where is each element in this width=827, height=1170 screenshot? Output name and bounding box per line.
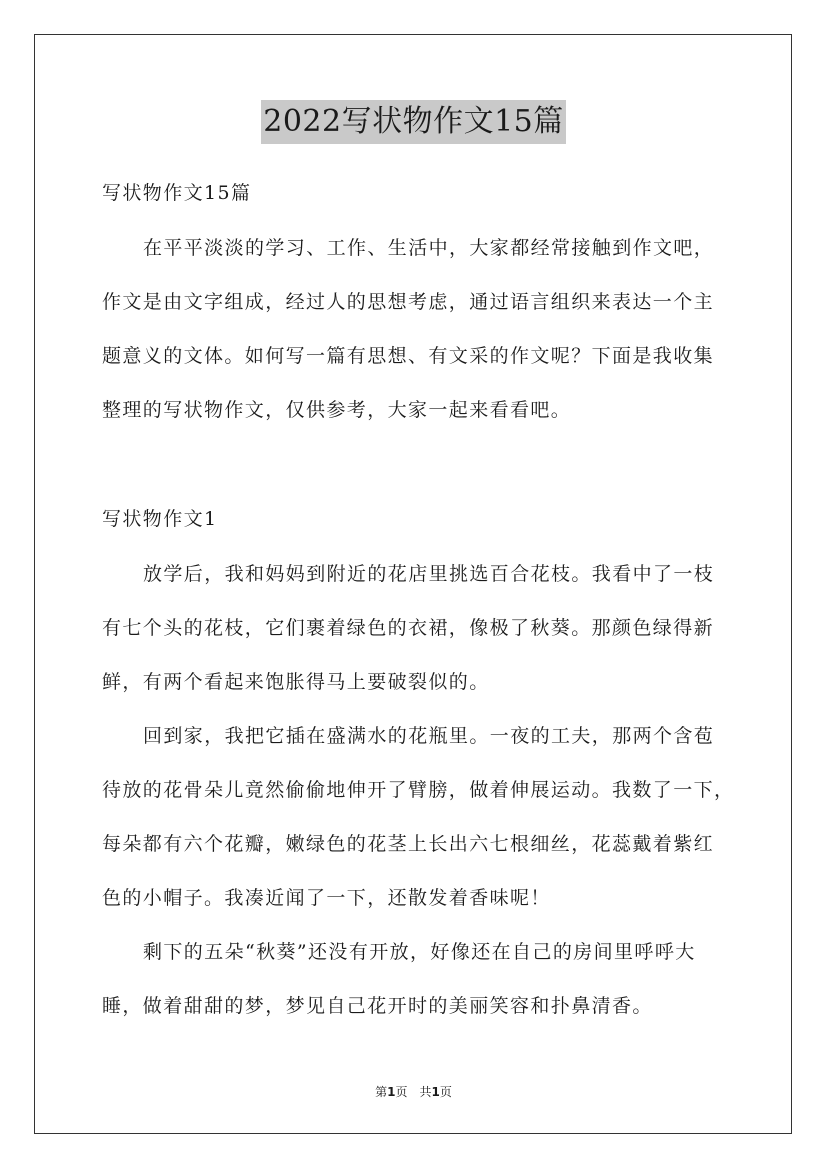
document-title: 2022写状物作文15篇: [261, 100, 566, 144]
paragraph-line: 每朵都有六个花瓣，嫩绿色的花茎上长出六七根细丝，花蕊戴着紫红: [102, 833, 715, 855]
title-wrap: [0, 100, 827, 144]
paragraph-line: 放学后，我和妈妈到附近的花店里挑选百合花枝。我看中了一枝: [143, 563, 715, 585]
paragraph-line: 有七个头的花枝，它们裹着绿色的衣裙，像极了秋葵。那颜色绿得新: [102, 617, 715, 639]
footer-page-total: 1: [431, 1085, 440, 1099]
paragraph-line: 剩下的五朵“秋葵”还没有开放，好像还在自己的房间里呼呼大: [143, 941, 696, 963]
paragraph-line: 待放的花骨朵儿竟然偷偷地伸开了臂膀，做着伸展运动。我数了一下，: [102, 779, 735, 801]
paragraph-line: 作文是由文字组成，经过人的思想考虑，通过语言组织来表达一个主: [102, 291, 715, 313]
subheading: 写状物作文15篇: [102, 182, 252, 204]
paragraph-line: 在平平淡淡的学习、工作、生活中，大家都经常接触到作文吧，: [143, 237, 715, 259]
paragraph-line: 鲜，有两个看起来饱胀得马上要破裂似的。: [102, 671, 490, 693]
page-footer: [0, 1084, 827, 1100]
paragraph-line: 题意义的文体。如何写一篇有思想、有文采的作文呢？下面是我收集: [102, 345, 715, 367]
section-heading: 写状物作文1: [102, 508, 218, 530]
paragraph-line: 色的小帽子。我凑近闻了一下，还散发着香味呢！: [102, 887, 551, 909]
paragraph-line: 整理的写状物作文，仅供参考，大家一起来看看吧。: [102, 399, 572, 421]
paragraph-line: 回到家，我把它插在盛满水的花瓶里。一夜的工夫，那两个含苞: [143, 725, 715, 747]
footer-page-number: 1: [387, 1085, 396, 1099]
footer-suffix: 页: [439, 1085, 452, 1099]
paragraph-line: 睡，做着甜甜的梦，梦见自己花开时的美丽笑容和扑鼻清香。: [102, 995, 653, 1017]
footer-mid: 页 共: [395, 1085, 432, 1099]
footer-prefix: 第: [375, 1085, 388, 1099]
